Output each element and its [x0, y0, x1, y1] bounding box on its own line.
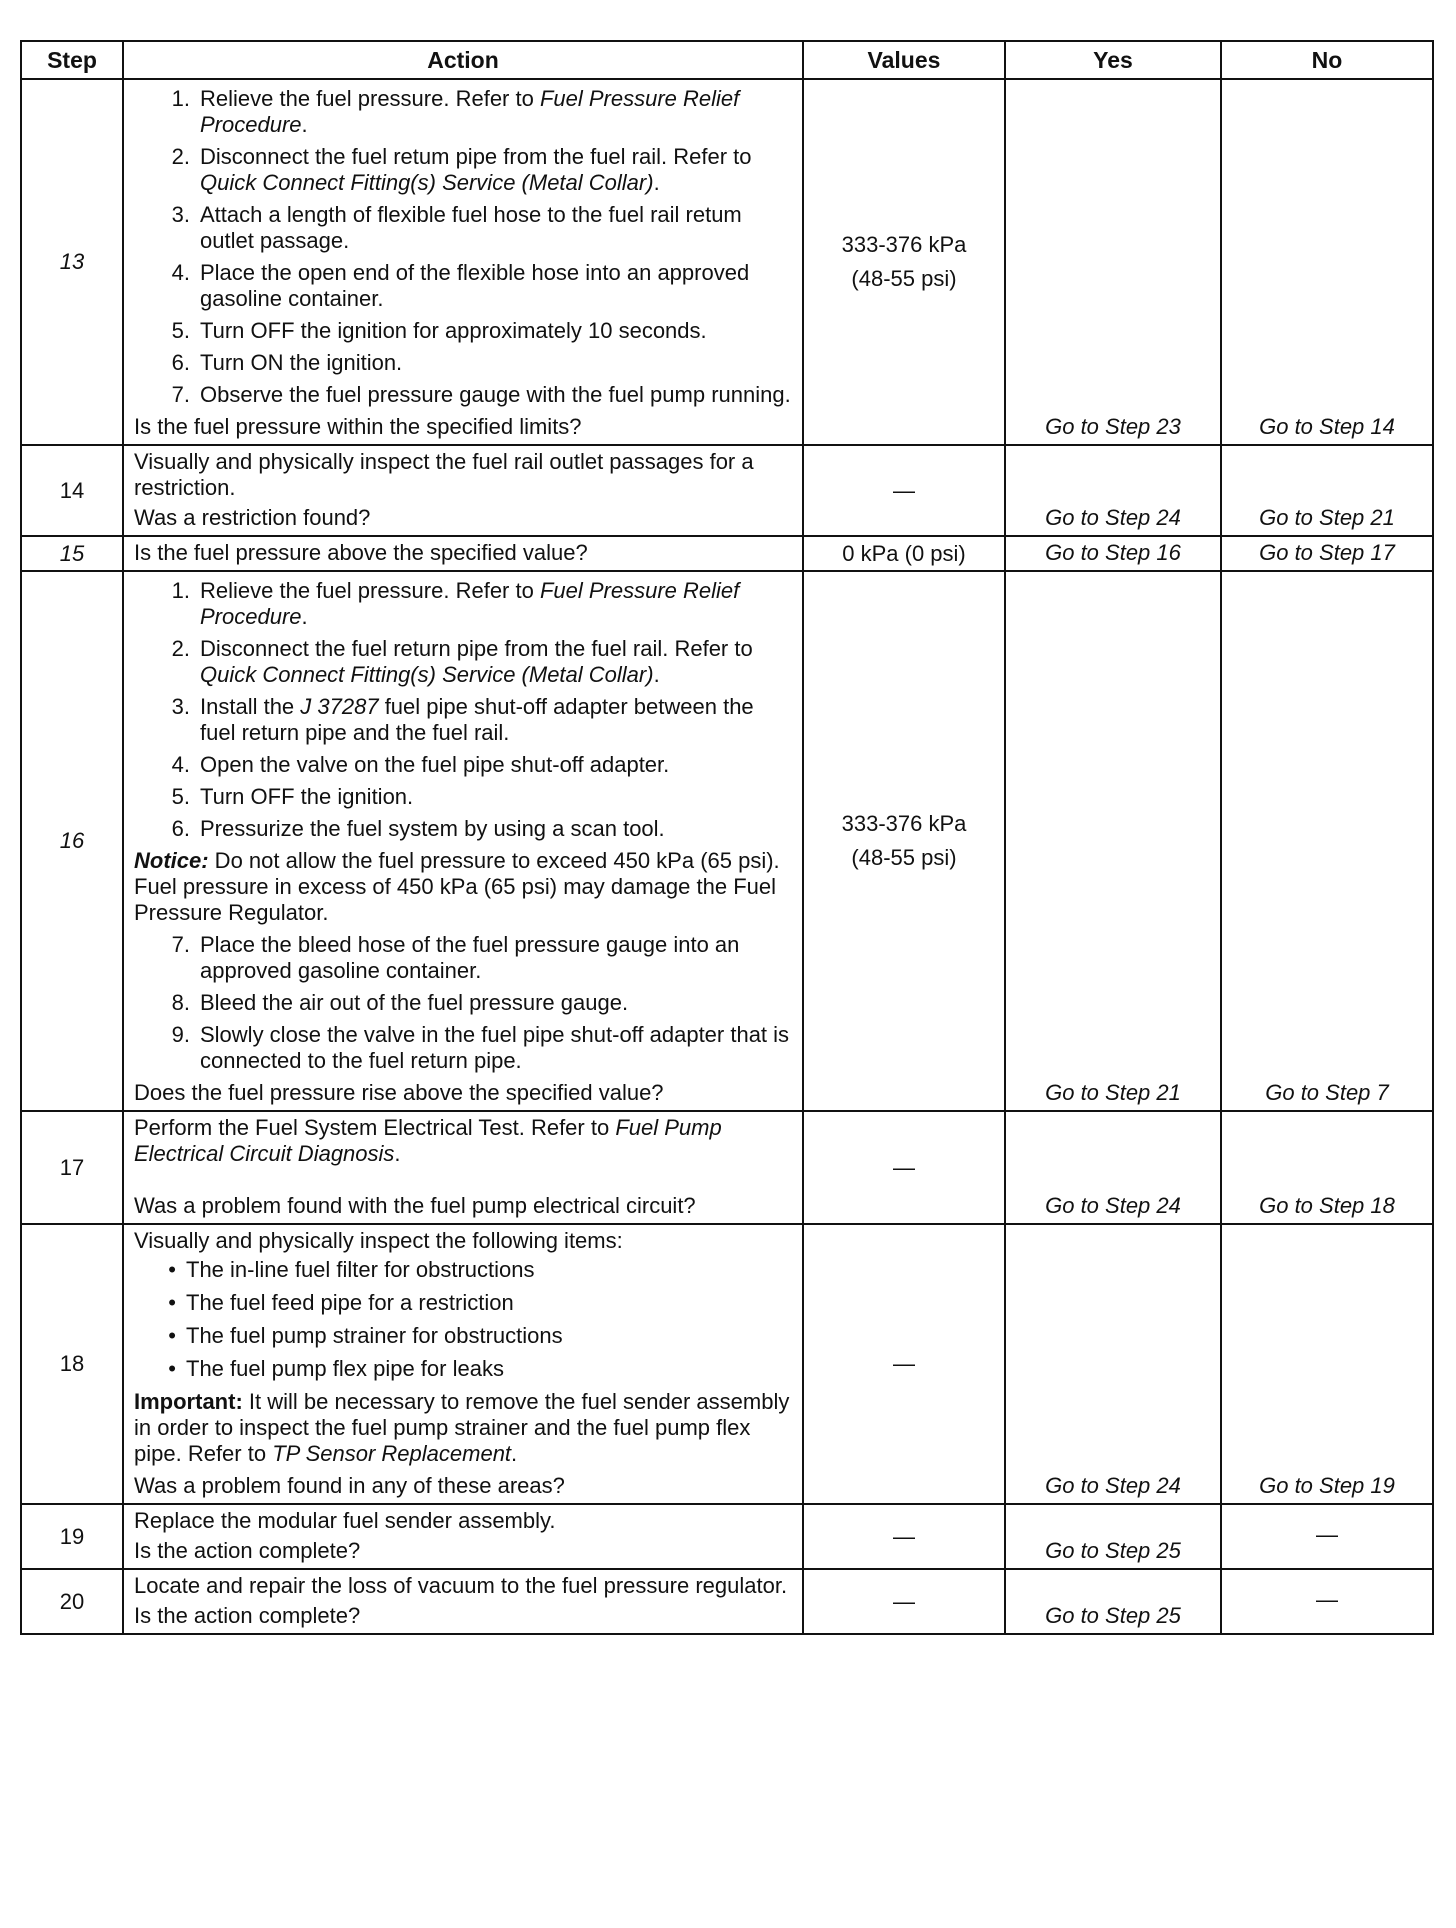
value-psi: (48-55 psi) — [851, 266, 957, 291]
diagnostic-procedure-document — [20, 40, 1432, 1635]
list-item — [134, 784, 794, 810]
action-text: Replace the modular fuel sender assembly. — [134, 1508, 556, 1533]
list-item — [134, 318, 794, 344]
list-number: 3. — [171, 694, 190, 719]
action-cell — [123, 1504, 803, 1569]
step-number: 13 — [21, 79, 123, 445]
list-item — [134, 202, 794, 254]
item-text: Attach a length of flexible fuel hose to the fuel rail retum outlet passage. — [200, 202, 742, 253]
action-cell — [123, 79, 803, 445]
question-text: Was a problem found with the fuel pump electrical circuit? — [134, 1193, 696, 1218]
item-text-end: . — [301, 112, 308, 137]
notice-label: Notice: — [134, 848, 209, 873]
action-cell — [123, 571, 803, 1111]
action-text: Perform the Fuel System Electrical Test. Refer to — [134, 1115, 616, 1140]
yes-cell: Go to Step 24 — [1005, 1224, 1221, 1504]
bullet-text: The fuel pump strainer for obstructions — [186, 1323, 563, 1348]
list-number: 4. — [171, 752, 190, 777]
question-text: Is the action complete? — [134, 1603, 361, 1628]
item-text: Relieve the fuel pressure. Refer to — [200, 86, 540, 111]
action-cell — [123, 1569, 803, 1634]
step-number: 20 — [21, 1569, 123, 1634]
item-text-end: . — [653, 170, 660, 195]
list-item — [134, 1022, 794, 1074]
list-item — [134, 578, 794, 630]
item-text: Disconnect the fuel return pipe from the fuel rail. Refer to — [200, 636, 753, 661]
bullet-icon: • — [168, 1323, 176, 1348]
bullet-text: The fuel pump flex pipe for leaks — [186, 1356, 504, 1381]
header-no: No — [1221, 41, 1433, 79]
item-text: Place the open end of the flexible hose into an approved gasoline container. — [200, 260, 750, 311]
table-row-step-16 — [21, 571, 1433, 1111]
action-text: Locate and repair the loss of vacuum to the fuel pressure regulator. — [134, 1573, 788, 1598]
bullet-item — [134, 1323, 794, 1349]
list-number: 4. — [171, 260, 190, 285]
item-text-end: . — [653, 662, 660, 687]
action-text: Visually and physically inspect the fuel rail outlet passages for a restriction. — [134, 449, 754, 500]
question-text: Does the fuel pressure rise above the specified value? — [134, 1080, 664, 1105]
step-number: 17 — [21, 1111, 123, 1224]
list-item — [134, 816, 794, 842]
table-row-step-15 — [21, 536, 1433, 571]
bullet-item — [134, 1257, 794, 1283]
values-cell — [803, 571, 1005, 1111]
values-cell: — — [803, 1504, 1005, 1569]
list-number: 5. — [171, 318, 190, 343]
item-text: Slowly close the valve in the fuel pipe shut-off adapter that is connected to the fuel return pipe. — [200, 1022, 790, 1073]
values-cell: — — [803, 445, 1005, 536]
no-cell: Go to Step 21 — [1221, 445, 1433, 536]
tool-reference: J 37287 — [300, 694, 379, 719]
table-row-step-14 — [21, 445, 1433, 536]
bullet-icon: • — [168, 1356, 176, 1381]
value-kpa: 333-376 kPa — [841, 811, 967, 836]
list-item — [134, 752, 794, 778]
no-cell: Go to Step 14 — [1221, 79, 1433, 445]
document-reference: Fuel Pressure Relief Procedure — [200, 86, 740, 137]
yes-cell: Go to Step 23 — [1005, 79, 1221, 445]
item-text-end: fuel pipe shut-off adapter between the fuel return pipe and the fuel rail. — [200, 694, 754, 745]
list-number: 7. — [171, 932, 190, 957]
action-text-end: . — [394, 1141, 401, 1166]
question-text: Is the action complete? — [134, 1538, 361, 1563]
diagnostic-table — [20, 40, 1434, 1635]
bullet-text: The in-line fuel filter for obstructions — [186, 1257, 535, 1282]
bullet-icon: • — [168, 1290, 176, 1315]
no-cell: Go to Step 19 — [1221, 1224, 1433, 1504]
yes-cell: Go to Step 16 — [1005, 536, 1221, 571]
list-item — [134, 260, 794, 312]
header-values: Values — [803, 41, 1005, 79]
bullet-item — [134, 1356, 794, 1382]
item-text: Turn OFF the ignition for approximately 10 seconds. — [200, 318, 707, 343]
item-text: Open the valve on the fuel pipe shut-off adapter. — [200, 752, 670, 777]
list-item — [134, 350, 794, 376]
header-action: Action — [123, 41, 803, 79]
list-number: 3. — [171, 202, 190, 227]
bullet-item — [134, 1290, 794, 1316]
yes-cell: Go to Step 24 — [1005, 1111, 1221, 1224]
item-text-end: . — [301, 604, 308, 629]
step-number: 19 — [21, 1504, 123, 1569]
yes-cell: Go to Step 24 — [1005, 445, 1221, 536]
document-reference: Quick Connect Fitting(s) Service (Metal Collar) — [200, 662, 654, 687]
list-number: 9. — [171, 1022, 190, 1047]
bullet-icon: • — [168, 1257, 176, 1282]
values-cell: — — [803, 1224, 1005, 1504]
no-cell: Go to Step 18 — [1221, 1111, 1433, 1224]
list-number: 8. — [171, 990, 190, 1015]
item-text: Bleed the air out of the fuel pressure gauge. — [200, 990, 629, 1015]
action-text: Visually and physically inspect the following items: — [134, 1228, 623, 1253]
item-text: Pressurize the fuel system by using a scan tool. — [200, 816, 665, 841]
notice-text: Do not allow the fuel pressure to exceed 450 kPa (65 psi). Fuel pressure in excess of 450 kPa (65 psi) may damage the Fuel Pressure Regulator. — [134, 848, 780, 925]
list-number: 5. — [171, 784, 190, 809]
list-number: 1. — [171, 578, 190, 603]
list-item — [134, 636, 794, 688]
step-number: 18 — [21, 1224, 123, 1504]
question-text: Is the fuel pressure within the specified limits? — [134, 414, 582, 439]
table-row-step-19 — [21, 1504, 1433, 1569]
list-item — [134, 694, 794, 746]
item-text: Install the — [200, 694, 301, 719]
item-text: Disconnect the fuel retum pipe from the fuel rail. Refer to — [200, 144, 752, 169]
value-kpa: 333-376 kPa — [841, 232, 967, 257]
list-item — [134, 932, 794, 984]
item-text: Turn ON the ignition. — [200, 350, 403, 375]
list-item — [134, 382, 794, 408]
item-text: Observe the fuel pressure gauge with the fuel pump running. — [200, 382, 791, 407]
list-number: 6. — [171, 350, 190, 375]
table-row-step-13 — [21, 79, 1433, 445]
header-yes: Yes — [1005, 41, 1221, 79]
document-reference: Quick Connect Fitting(s) Service (Metal Collar) — [200, 170, 654, 195]
no-cell: Go to Step 7 — [1221, 571, 1433, 1111]
header-step: Step — [21, 41, 123, 79]
no-cell: — — [1221, 1504, 1433, 1569]
question-text: Was a problem found in any of these areas? — [134, 1473, 565, 1498]
values-cell: — — [803, 1111, 1005, 1224]
list-item — [134, 86, 794, 138]
item-text: Place the bleed hose of the fuel pressure gauge into an approved gasoline container. — [200, 932, 740, 983]
list-item — [134, 144, 794, 196]
value-psi: (48-55 psi) — [851, 845, 957, 870]
action-cell — [123, 1111, 803, 1224]
document-reference: TP Sensor Replacement — [272, 1441, 512, 1466]
table-row-step-17 — [21, 1111, 1433, 1224]
values-cell — [803, 79, 1005, 445]
values-cell: 0 kPa (0 psi) — [803, 536, 1005, 571]
list-number: 2. — [171, 144, 190, 169]
table-header-row — [21, 41, 1433, 79]
step-number: 14 — [21, 445, 123, 536]
list-number: 1. — [171, 86, 190, 111]
action-cell — [123, 445, 803, 536]
step-number: 15 — [21, 536, 123, 571]
yes-cell: Go to Step 21 — [1005, 571, 1221, 1111]
important-label: Important: — [134, 1389, 243, 1414]
list-number: 7. — [171, 382, 190, 407]
important-text-end: . — [511, 1441, 518, 1466]
yes-cell: Go to Step 25 — [1005, 1504, 1221, 1569]
important-text: It will be necessary to remove the fuel sender assembly in order to inspect the fuel pump strainer and the fuel pump flex pipe. Refer to — [134, 1389, 790, 1466]
step-number: 16 — [21, 571, 123, 1111]
notice — [134, 848, 794, 926]
important-note — [134, 1389, 794, 1467]
yes-cell: Go to Step 25 — [1005, 1569, 1221, 1634]
no-cell: — — [1221, 1569, 1433, 1634]
bullet-text: The fuel feed pipe for a restriction — [186, 1290, 514, 1315]
action-cell — [123, 1224, 803, 1504]
action-cell — [123, 536, 803, 571]
list-number: 6. — [171, 816, 190, 841]
table-row-step-20 — [21, 1569, 1433, 1634]
document-reference: Fuel Pump Electrical Circuit Diagnosis — [134, 1115, 722, 1166]
table-row-step-18 — [21, 1224, 1433, 1504]
question-text: Was a restriction found? — [134, 505, 371, 530]
item-text: Turn OFF the ignition. — [200, 784, 414, 809]
no-cell: Go to Step 17 — [1221, 536, 1433, 571]
list-item — [134, 990, 794, 1016]
values-cell: — — [803, 1569, 1005, 1634]
item-text: Relieve the fuel pressure. Refer to — [200, 578, 540, 603]
list-number: 2. — [171, 636, 190, 661]
question-text: Is the fuel pressure above the specified value? — [134, 540, 588, 565]
document-reference: Fuel Pressure Relief Procedure — [200, 578, 740, 629]
